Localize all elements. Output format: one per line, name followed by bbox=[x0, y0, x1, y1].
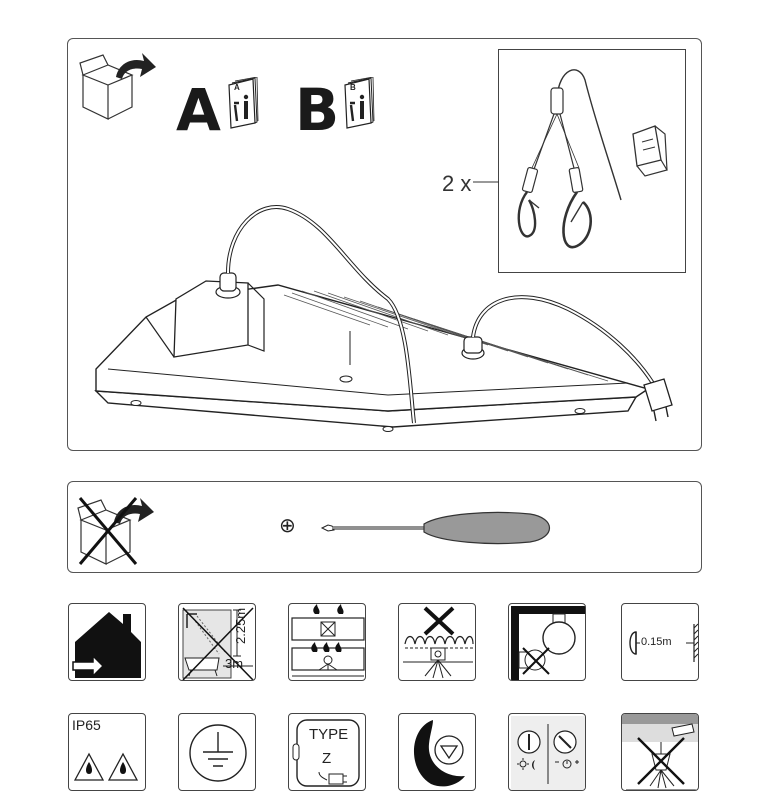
ip-rating-tile bbox=[68, 713, 146, 791]
open-box-icon bbox=[78, 47, 158, 122]
no-ceiling-mount-tile bbox=[621, 713, 699, 791]
manual-b-letter: B bbox=[295, 76, 340, 144]
cable-type-line2: Z bbox=[322, 750, 332, 767]
distance-label: 0.15m bbox=[641, 636, 672, 648]
bathroom-zone-tile bbox=[178, 603, 256, 681]
floodlight-luminaire-drawing bbox=[88, 189, 688, 439]
ip-rating-label: IP65 bbox=[72, 717, 101, 733]
adjustment-dials-tile bbox=[508, 713, 586, 791]
phillips-symbol: ⊕ bbox=[279, 513, 296, 537]
manual-a-booklet-icon bbox=[225, 77, 259, 129]
no-insulation-cover-tile bbox=[398, 603, 476, 681]
earth-ground-tile bbox=[178, 713, 256, 791]
flammable-surface-tile bbox=[288, 603, 366, 681]
insulation-crossed-icon bbox=[399, 604, 476, 681]
sensor-detection-tile bbox=[398, 713, 476, 791]
light-time-dials-icon bbox=[509, 714, 586, 791]
bathroom-distance-label: 3m bbox=[225, 656, 244, 671]
hanger-quantity-label: 2 x bbox=[442, 171, 472, 196]
minimum-distance-tile bbox=[621, 603, 699, 681]
no-hot-lamp-contact-tile bbox=[508, 603, 586, 681]
manual-b-booklet-icon bbox=[341, 77, 375, 129]
water-drop-triangles-icon bbox=[69, 714, 146, 791]
manual-a-letter: A bbox=[176, 76, 221, 144]
house-indoor-icon bbox=[69, 604, 146, 681]
lamp-near-object-crossed-icon bbox=[509, 604, 586, 681]
screwdriver-icon bbox=[320, 508, 556, 548]
moon-sensor-icon bbox=[399, 714, 476, 791]
bathroom-height-label: 2.25m bbox=[233, 607, 248, 644]
quantity-leader-line bbox=[473, 177, 501, 187]
flammable-surface-icon bbox=[289, 604, 366, 681]
cable-type-tile bbox=[288, 713, 366, 791]
indoor-use-tile bbox=[68, 603, 146, 681]
cable-type-line1: TYPE bbox=[309, 726, 349, 743]
package-contents-panel bbox=[67, 38, 702, 451]
required-tools-panel bbox=[67, 481, 702, 573]
manual-a-cover-letter: A bbox=[234, 83, 240, 92]
box-crossed-out-icon bbox=[76, 492, 156, 567]
ceiling-mount-crossed-icon bbox=[622, 714, 699, 791]
manual-b-cover-letter: B bbox=[350, 83, 356, 92]
earth-ground-icon bbox=[179, 714, 256, 791]
